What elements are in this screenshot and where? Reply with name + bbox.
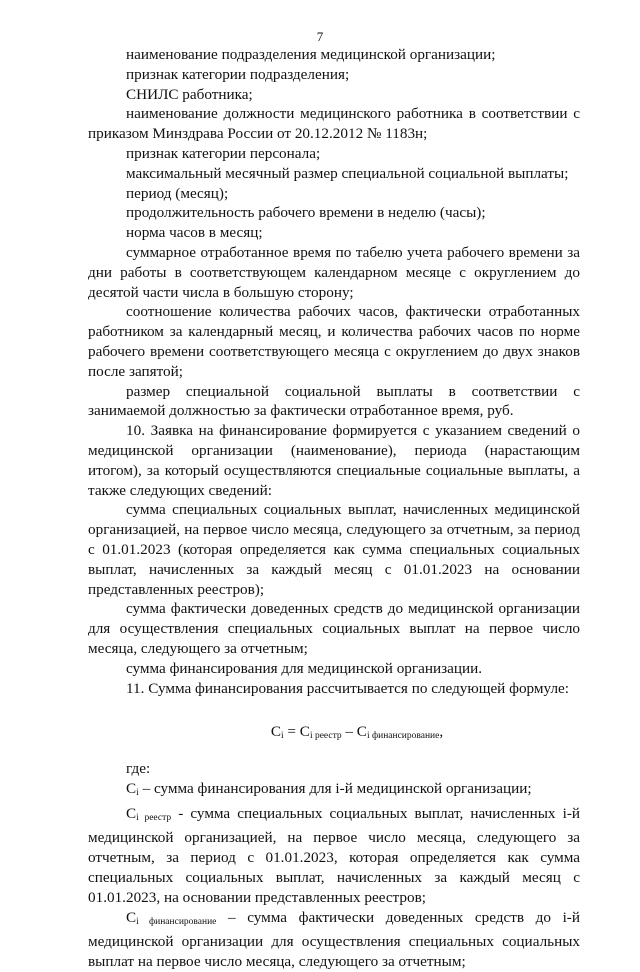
- list1-item: максимальный месячный размер специальной социальной выплаты;: [126, 164, 569, 182]
- definition-1: $C_i$ – сумма финансирования для i-й медицинской организации;: [126, 779, 532, 798]
- list1-item: продолжительность рабочего времени в неделю (часы);: [126, 204, 486, 222]
- list2-item: сумма финансирования для медицинской организации.: [126, 659, 483, 677]
- list1-item: суммарное отработанное время по табелю учета рабочего времени за дни работы в соответствующем календарном месяце с округлением до десятой части числа в большую сторону;: [88, 243, 580, 301]
- formula: $C_i = C_{i реестр} - C_{i финансирование}$,: [270, 723, 444, 742]
- list1-item: соотношение количества рабочих часов, фактически отработанных работником за календарный месяц, и количества рабочих часов по норме рабочего времени соответствующего месяца с округлением до двух знаков после запятой;: [88, 303, 580, 380]
- list1-item: признак категории подразделения;: [126, 65, 350, 83]
- list1-item: признак категории персонала;: [126, 144, 321, 162]
- list2-item: сумма фактически доведенных средств до медицинской организации для осуществления специальных социальных выплат на первое число месяца, следующего за отчетным;: [88, 600, 580, 657]
- definition-3: $C_{i финансирование}$ – сумма фактически доведенных средств до i-й медицинской организации для осуществления специальных социальных выплат на первое число месяца, следующего за отчетным;: [88, 908, 580, 971]
- list1-item: наименование подразделения медицинской организации;: [126, 46, 496, 63]
- page-number: 7: [316, 29, 324, 44]
- list1-item: норма часов в месяц;: [126, 224, 263, 242]
- list1-item: СНИЛС работника;: [126, 85, 253, 103]
- paragraph-10: 10. Заявка на финансирование формируется с указанием сведений о медицинской организации (наименование), периода (нарастающим итогом), за который осуществляются специальные социальные выплаты, а также следующих сведений:: [88, 422, 580, 499]
- document-body: [88, 45, 580, 972]
- list1-item: наименование должности медицинского работника в соответствии с приказом Минздрава России от 20.12.2012 № 1183н;: [88, 105, 580, 143]
- definition-2: $C_{i реестр}$ - сумма специальных социальных выплат, начисленных i-й медицинской организацией, на первое число месяца, следующего за отчетным, за период с 01.01.2023, которая определяется как сумма специальных социальных выплат, начисленных за каждый месяц с 01.01.2023, на основании представленных реестров;: [88, 804, 581, 906]
- where-label: где:: [126, 760, 151, 778]
- paragraph-11: 11. Сумма финансирования рассчитывается по следующей формуле:: [126, 679, 569, 697]
- list1-item: размер специальной социальной выплаты в соответствии с занимаемой должностью за фактически отработанное время, руб.: [88, 382, 580, 420]
- list1-item: период (месяц);: [126, 184, 229, 202]
- list2-item: сумма специальных социальных выплат, начисленных медицинской организацией, на первое число месяца, следующего за отчетным, за период с 01.01.2023 (которая определяется как сумма специальных социальных выплат, начисленных за каждый месяц с 01.01.2023 на основании представленных реестров);: [88, 501, 580, 598]
